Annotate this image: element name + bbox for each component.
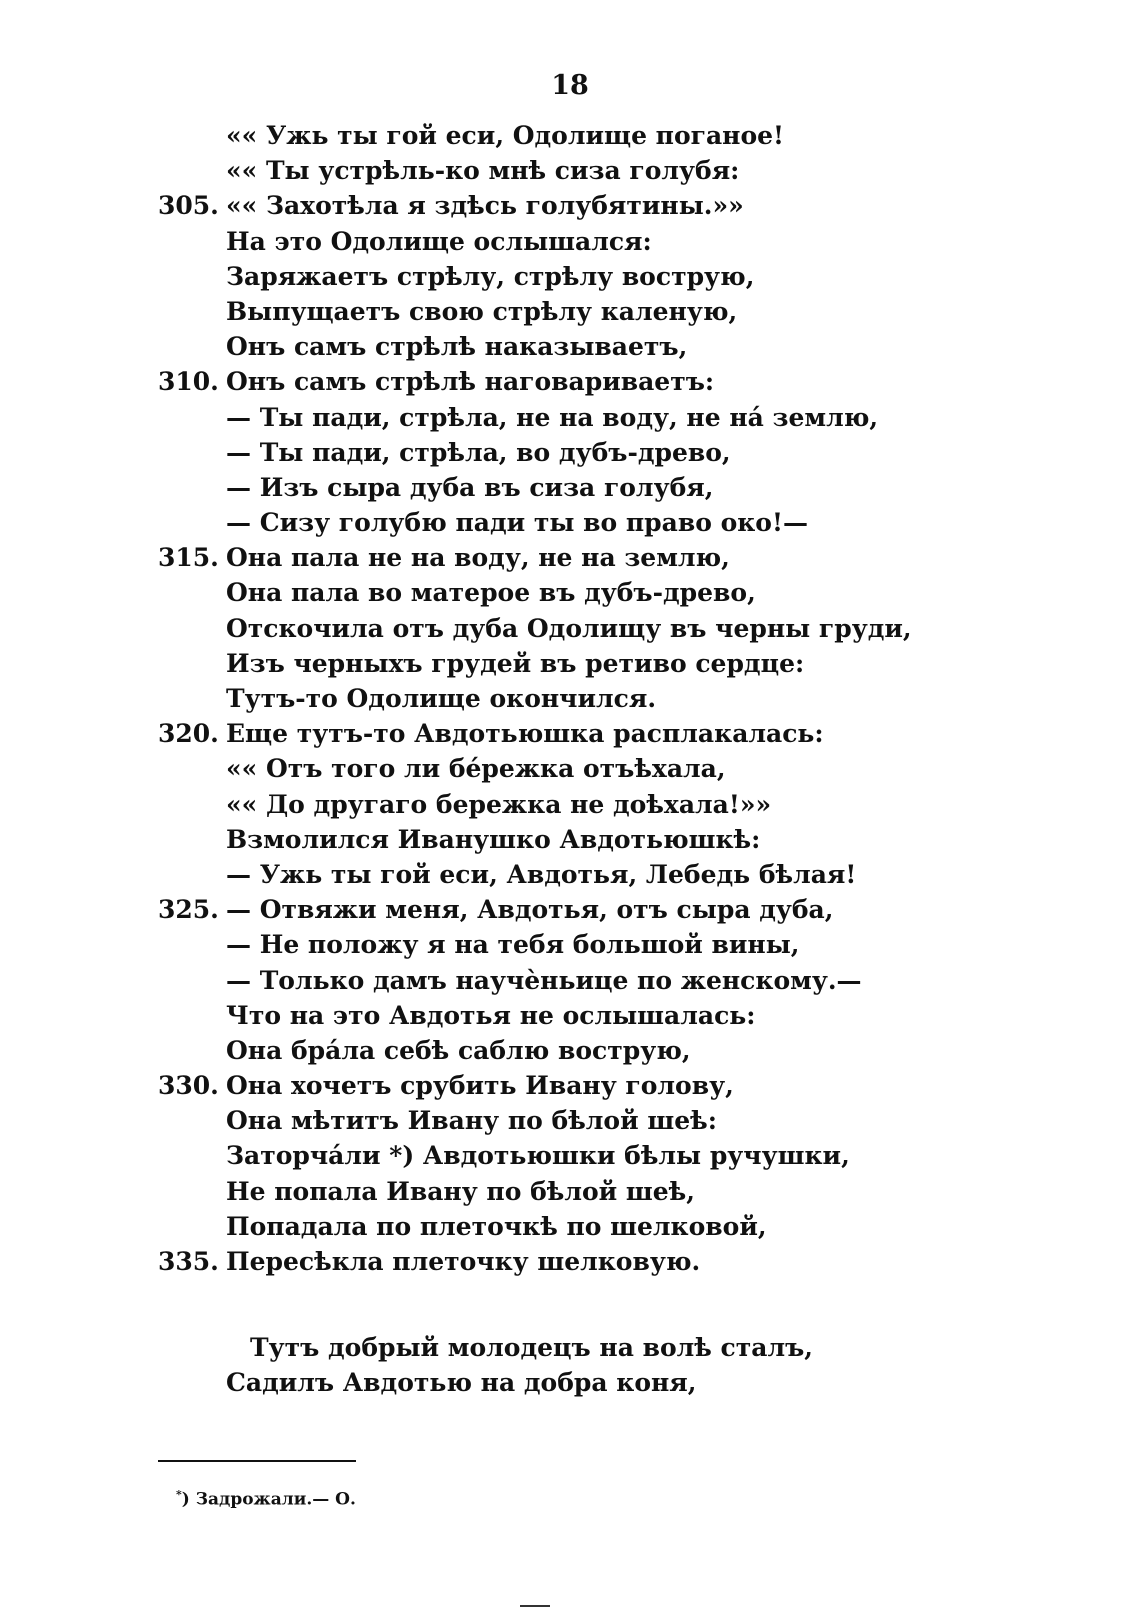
- verse-number: 325.: [158, 895, 219, 925]
- verse-text: Изъ черныхъ грудей въ ретиво сердце:: [226, 648, 805, 678]
- page-bottom-mark: [520, 1605, 550, 1607]
- verse-text: — Сизу голубю пади ты во право око!—: [226, 508, 808, 538]
- verse-text: — Не положу я на тебя большой вины,: [226, 930, 800, 960]
- verse-text: Попадала по плеточкѣ по шелковой,: [226, 1211, 767, 1241]
- verse-text: «« Ты устрѣль-ко мнѣ сиза голубя:: [226, 156, 740, 186]
- verse-text: «« До другаго бережка не доѣхала!»»: [226, 789, 772, 819]
- verse-text: — Изъ сыра дуба въ сиза голубя,: [226, 472, 714, 502]
- verse-text: «« Захотѣла я здѣсь голубятины.»»: [226, 191, 744, 221]
- verse-text: Садилъ Авдотью на добра коня,: [226, 1368, 697, 1398]
- footnote: [176, 1488, 356, 1510]
- verse-text: — Ужь ты гой еси, Авдотья, Лебедь бѣлая!: [226, 859, 857, 889]
- verse-text: Заряжаетъ стрѣлу, стрѣлу вострую,: [226, 261, 755, 291]
- verse-text: Отскочила отъ дуба Одолищу въ черны груди,: [226, 613, 912, 643]
- verse-text: Взмолился Иванушко Авдотьюшкѣ:: [226, 824, 761, 854]
- verse-number: 310.: [158, 367, 219, 397]
- verse-text: — Отвяжи меня, Авдотья, отъ сыра дуба,: [226, 895, 834, 925]
- verse-text: Еще тутъ-то Авдотьюшка расплакалась:: [226, 719, 824, 749]
- verse-text: — Только дамъ научѐньице по женскому.—: [226, 965, 862, 995]
- verse-text: Что на это Авдотья не ослышалась:: [226, 1000, 756, 1030]
- verse-text: Не попала Ивану по бѣлой шеѣ,: [226, 1176, 695, 1206]
- verse-text: Она пала во матерое въ дубъ-древо,: [226, 578, 756, 608]
- verse-text: На это Одолище ослышался:: [226, 226, 652, 256]
- verse-text: Она хочетъ срубить Ивану голову,: [226, 1071, 734, 1101]
- verse-text: Выпущаетъ свою стрѣлу каленую,: [226, 296, 738, 326]
- verse-text: Она бра́ла себѣ саблю вострую,: [226, 1035, 691, 1065]
- verse-number: 335.: [158, 1247, 219, 1276]
- page-number: 18: [551, 70, 589, 101]
- verse-text: Тутъ-то Одолище окончился.: [226, 684, 657, 713]
- verse-text: Тутъ добрый молодецъ на волѣ сталъ,: [250, 1333, 813, 1362]
- verse-number: 320.: [158, 719, 219, 749]
- verse-text: — Ты пади, стрѣла, не на воду, не на́ землю,: [226, 402, 879, 432]
- verse-text: «« Отъ того ли бе́режка отъѣхала,: [226, 754, 726, 784]
- footnote-marker: *: [176, 1488, 182, 1501]
- verse-number: 305.: [158, 191, 219, 221]
- verse-number: 330.: [158, 1071, 219, 1101]
- verse-text: Она пала не на воду, не на землю,: [226, 543, 730, 573]
- verse-text: Онъ самъ стрѣлѣ наговариваетъ:: [226, 367, 715, 397]
- footnote-divider: [158, 1460, 356, 1462]
- footnote-text: ) Задрожали.— О.: [181, 1489, 356, 1510]
- verse-text: — Ты пади, стрѣла, во дубъ-древо,: [226, 437, 731, 467]
- verse-text: Она мѣтитъ Ивану по бѣлой шеѣ:: [226, 1106, 717, 1136]
- verse-text: «« Ужь ты гой еси, Одолище поганое!: [226, 121, 785, 150]
- verse-text: Пересѣкла плеточку шелковую.: [226, 1247, 701, 1276]
- verse-text: Онъ самъ стрѣлѣ наказываетъ,: [226, 332, 688, 362]
- verse-text: Заторча́ли *) Авдотьюшки бѣлы ручушки,: [226, 1141, 850, 1171]
- verse-number: 315.: [158, 543, 219, 573]
